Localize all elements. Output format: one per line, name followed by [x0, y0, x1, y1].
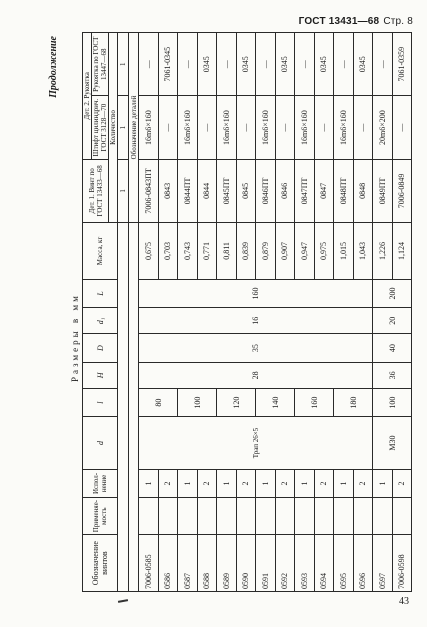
cell-D: 40	[373, 334, 412, 362]
rotated-table-block	[48, 32, 420, 592]
cell-variant: 1	[295, 469, 315, 497]
cell-designation: 0592	[275, 535, 295, 592]
cell-L: 160	[139, 279, 373, 307]
cell-mass: 0,675	[139, 223, 159, 280]
gost-number: ГОСТ 13431—68	[298, 16, 380, 27]
cell-variant: 1	[217, 469, 237, 497]
cell-designation: 0587	[178, 535, 198, 592]
cell-designation: 0594	[314, 535, 334, 592]
cell-l: 160	[295, 388, 334, 416]
cell-mass: 0,975	[314, 223, 334, 280]
col-d1: d₁	[83, 308, 118, 334]
cell-designation: 0593	[295, 535, 315, 592]
col-H: H	[83, 362, 118, 388]
cell-handle: 7061-0345	[158, 33, 178, 96]
cell-pin: —	[236, 96, 256, 159]
cell-applicability	[217, 498, 237, 535]
table-row	[139, 33, 159, 592]
table-row	[373, 33, 393, 592]
cell-variant: 1	[373, 469, 393, 497]
cell-handle: —	[334, 33, 354, 96]
cell-det1: 0845	[236, 159, 256, 222]
cell-mass: 0,811	[217, 223, 237, 280]
cell-designation: 7006-0598	[392, 535, 412, 592]
header-row-1	[83, 33, 92, 592]
cell-L: 200	[373, 279, 412, 307]
cell-mass: 1,124	[392, 223, 412, 280]
cell-l: 100	[178, 388, 217, 416]
col-det1: Дет. 1. Винт по ГОСТ 13433—68	[83, 159, 109, 222]
cell-det1: 0843	[158, 159, 178, 222]
cell-pin: 16m6×160	[217, 96, 237, 159]
cell-mass: 0,743	[178, 223, 198, 280]
cell-handle: —	[295, 33, 315, 96]
col-pin: Штифт цилиндрич. ГОСТ 3128—70	[92, 96, 109, 159]
cell-handle: —	[139, 33, 159, 96]
cell-applicability	[236, 498, 256, 535]
cell-pin: 20m6×200	[373, 96, 393, 159]
col-l: l	[83, 388, 118, 416]
cell-variant: 2	[314, 469, 334, 497]
cell-variant: 1	[178, 469, 198, 497]
qty-handle: 1	[118, 33, 129, 96]
cell-applicability	[197, 498, 217, 535]
col-L: L	[83, 279, 118, 307]
cell-pin: 16m6×160	[334, 96, 354, 159]
cell-applicability	[275, 498, 295, 535]
cell-designation: 0588	[197, 535, 217, 592]
cell-det1: 0849ПТ	[373, 159, 393, 222]
cell-det1: 0847ПТ	[295, 159, 315, 222]
col-d: d	[83, 417, 118, 469]
cell-mass: 0,839	[236, 223, 256, 280]
cell-mass: 0,879	[256, 223, 276, 280]
cell-pin: —	[392, 96, 412, 159]
cell-mass: 0,947	[295, 223, 315, 280]
cell-mass: 1,015	[334, 223, 354, 280]
cell-designation: 0597	[373, 535, 393, 592]
cell-l: 120	[217, 388, 256, 416]
col-handle: Рукоятка по ГОСТ 13447—68	[92, 33, 109, 96]
sizes-label: Размеры в мм	[70, 293, 80, 382]
cell-det1: 0845ПТ	[217, 159, 237, 222]
col-designation: Обозначение винтов	[83, 535, 118, 592]
cell-applicability	[334, 498, 354, 535]
cell-handle: —	[217, 33, 237, 96]
header-row-5	[129, 33, 139, 592]
cell-applicability	[353, 498, 373, 535]
cell-pin: 16m6×160	[139, 96, 159, 159]
cell-pin: 16m6×160	[256, 96, 276, 159]
cell-mass: 0,771	[197, 223, 217, 280]
cell-H: 36	[373, 362, 412, 388]
cell-handle: 0345	[236, 33, 256, 96]
col-quantity: Количество	[109, 33, 118, 223]
cell-handle: —	[178, 33, 198, 96]
continuation-label: Продолжение	[48, 36, 59, 98]
cell-mass: 0,703	[158, 223, 178, 280]
cell-designation: 0591	[256, 535, 276, 592]
cell-det1: 0846ПТ	[256, 159, 276, 222]
cell-applicability	[139, 498, 159, 535]
col-det2: Дет. 2. Рукоятка	[83, 33, 92, 160]
cell-d: Трап 26×5	[139, 417, 373, 469]
cell-pin: —	[314, 96, 334, 159]
cell-pin: —	[275, 96, 295, 159]
cell-handle: —	[256, 33, 276, 96]
cell-designation: 7006-0585	[139, 535, 159, 592]
cell-det1: 0844	[197, 159, 217, 222]
cell-applicability	[373, 498, 393, 535]
cell-applicability	[392, 498, 412, 535]
cell-designation: 0586	[158, 535, 178, 592]
col-D: D	[83, 334, 118, 362]
cell-pin: —	[353, 96, 373, 159]
cell-variant: 1	[256, 469, 276, 497]
cell-mass: 1,226	[373, 223, 393, 280]
col-mass: Масса, кг	[83, 223, 118, 280]
cell-handle: 7061-0359	[392, 33, 412, 96]
cell-handle: 0345	[197, 33, 217, 96]
qty-pin: 1	[118, 96, 129, 159]
cell-d1: 16	[139, 308, 373, 334]
cell-l: 80	[139, 388, 178, 416]
cell-variant: 2	[392, 469, 412, 497]
cell-applicability	[178, 498, 198, 535]
page-label: Стр. 8	[383, 16, 413, 27]
cell-variant: 2	[197, 469, 217, 497]
qty-det1: 1	[118, 159, 129, 222]
cell-variant: 1	[139, 469, 159, 497]
cell-pin: 16m6×160	[295, 96, 315, 159]
specification-table	[82, 32, 412, 592]
cell-applicability	[158, 498, 178, 535]
parts-label: Обозначение деталей	[129, 33, 139, 223]
cell-det1: 0844ПТ	[178, 159, 198, 222]
col-applicability: Применяе-мость	[83, 498, 118, 535]
cell-designation: 0590	[236, 535, 256, 592]
cell-det1: 0846	[275, 159, 295, 222]
cell-det1: 0847	[314, 159, 334, 222]
cell-designation: 0596	[353, 535, 373, 592]
cell-d1: 20	[373, 308, 412, 334]
cell-handle: 0345	[314, 33, 334, 96]
cell-pin: —	[158, 96, 178, 159]
cell-pin: 16m6×160	[178, 96, 198, 159]
cell-designation: 0589	[217, 535, 237, 592]
cell-designation: 0595	[334, 535, 354, 592]
cell-variant: 1	[334, 469, 354, 497]
cell-variant: 2	[158, 469, 178, 497]
cell-l: 140	[256, 388, 295, 416]
header-row-4	[118, 33, 129, 592]
cell-variant: 2	[275, 469, 295, 497]
cell-handle: —	[373, 33, 393, 96]
page-number: 43	[399, 596, 409, 607]
cell-pin: —	[197, 96, 217, 159]
stray-mark	[118, 599, 128, 603]
cell-l: 100	[373, 388, 412, 416]
cell-d: М30	[373, 417, 412, 469]
cell-handle: 0345	[275, 33, 295, 96]
cell-det1: 0848	[353, 159, 373, 222]
col-variant: Испол-нение	[83, 469, 118, 497]
cell-D: 35	[139, 334, 373, 362]
cell-variant: 2	[236, 469, 256, 497]
cell-variant: 2	[353, 469, 373, 497]
cell-det1: 0848ПТ	[334, 159, 354, 222]
cell-applicability	[256, 498, 276, 535]
cell-l: 180	[334, 388, 373, 416]
cell-H: 28	[139, 362, 373, 388]
cell-mass: 0,907	[275, 223, 295, 280]
cell-det1: 7006-0849	[392, 159, 412, 222]
cell-mass: 1,043	[353, 223, 373, 280]
cell-det1: 7006-0843ПТ	[139, 159, 159, 222]
page-header	[299, 16, 413, 27]
cell-applicability	[314, 498, 334, 535]
cell-handle: 0345	[353, 33, 373, 96]
cell-applicability	[295, 498, 315, 535]
